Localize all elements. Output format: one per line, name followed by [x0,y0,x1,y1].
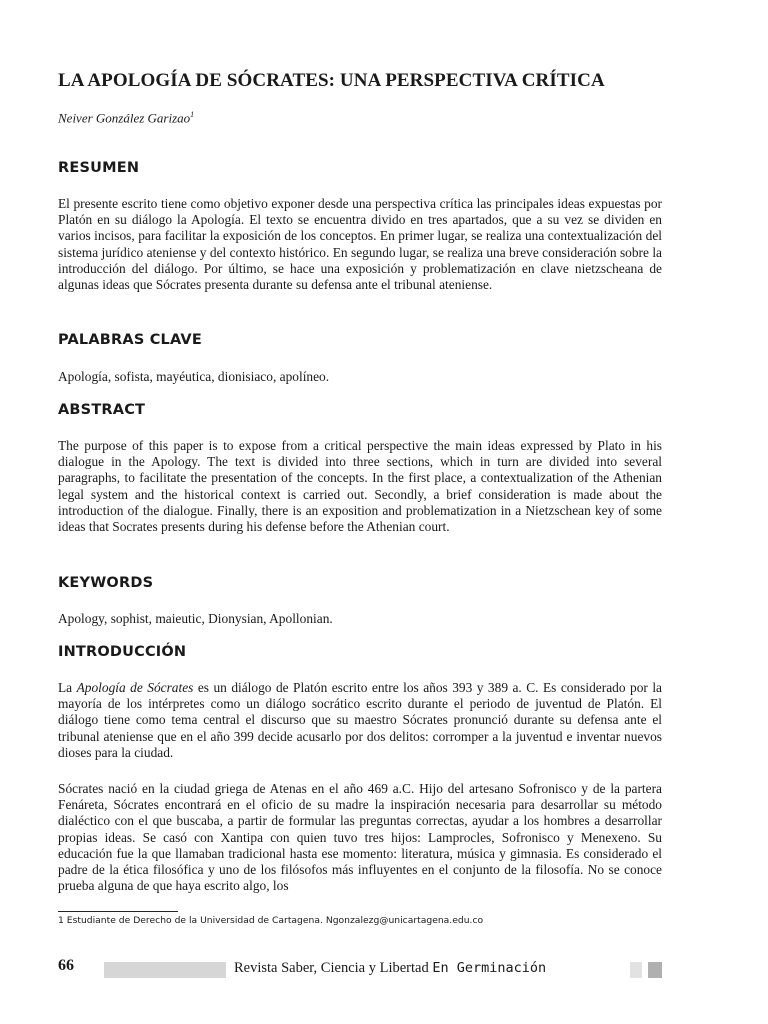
intro-p1-book-title: Apología de Sócrates [76,680,194,695]
journal-title: Revista Saber, Ciencia y Libertad [234,960,429,976]
introduccion-heading: INTRODUCCIÓN [58,644,187,660]
intro-p1-rest: es un diálogo de Platón escrito entre los años 393 y 389 a. C. Es considerado por la mayoría de los intérpretes como un diálogo socrático escrito durante el periodo de juventud de Platón. El diálogo tiene como tema central el discurso que su maestro Sócrates pronunció durante su defensa ante el tribunal ateniense que en el año 399 decide acusarlo por dos delitos: corromper a la juventud e inventar nuevos dioses para la ciudad. [58,680,662,760]
footer-dark-square [648,962,662,978]
journal-subtitle: En Germinación [432,960,547,976]
page-number: 66 [58,957,74,974]
footnote-text: 1 Estudiante de Derecho de la Universidad de Cartagena. Ngonzalezg@unicartagena.edu.co [58,915,484,926]
keywords-text: Apology, sophist, maieutic, Dionysian, Apollonian. [58,611,333,626]
author-name [58,110,194,126]
footer-light-square [630,962,642,978]
author-footnote-mark: 1 [190,110,195,119]
abstract-heading: ABSTRACT [58,402,146,418]
palabras-clave-heading: PALABRAS CLAVE [58,332,202,348]
intro-paragraph-1 [58,680,662,761]
article-title: LA APOLOGÍA DE SÓCRATES: UNA PERSPECTIVA CRÍTICA [58,70,605,91]
footnote-divider [58,911,178,912]
resumen-heading: RESUMEN [58,160,140,176]
intro-paragraph-2: Sócrates nació en la ciudad griega de Atenas en el año 469 a.C. Hijo del artesano Sofronisco y de la partera Fenáreta, Sócrates encontrará en el oficio de su madre la inspiración necesaria para desarrollar su método dialéctico con el que buscaba, a partir de formular las preguntas correctas, ayudar a los hombres a desarrollar propias ideas. Se casó con Xantipa con quien tuvo tres hijos: Lamprocles, Sofronisco y Menexeno. Su educación fue la que llamaban tradicional hasta ese momento: literatura, música y gimnasia. Es considerado el padre de la ética filosófica y uno de los filósofos más influyentes en el conjunto de la filosofía. No se conoce prueba alguna de que haya escrito algo, los [58,781,662,894]
journal-name [234,960,546,977]
keywords-heading: KEYWORDS [58,575,154,591]
resumen-paragraph: El presente escrito tiene como objetivo exponer desde una perspectiva crítica las principales ideas expuestas por Platón en su diálogo la Apología. El texto se encuentra divido en tres apartados, que a su vez se dividen en varios incisos, para facilitar la exposición de los conceptos. En primer lugar, se realiza una contextualización del sistema jurídico ateniense y del contexto histórico. En segundo lugar, se realiza una breve consideración sobre la introducción del diálogo. Por último, se hace una exposición y problematización en clave nietzscheana de algunas ideas que Sócrates presenta durante su defensa ante el tribunal ateniense. [58,196,662,293]
author-text: Neiver González Garizao [58,110,191,126]
intro-p1-lead: La [58,680,77,695]
footer-gray-bar [104,962,226,978]
abstract-paragraph: The purpose of this paper is to expose from a critical perspective the main ideas expressed by Plato in his dialogue in the Apology. The text is divided into three sections, which in turn are divided into several paragraphs, to facilitate the presentation of the concepts. In the first place, a contextualization of the Athenian legal system and the historical context is carried out. Secondly, a brief consideration is made about the introduction of the dialogue. Finally, there is an exposition and problematization in a Nietzschean key of some ideas that Socrates presents during his defense before the Athenian court. [58,438,662,535]
palabras-clave-text: Apología, sofista, mayéutica, dionisiaco, apolíneo. [58,369,330,384]
